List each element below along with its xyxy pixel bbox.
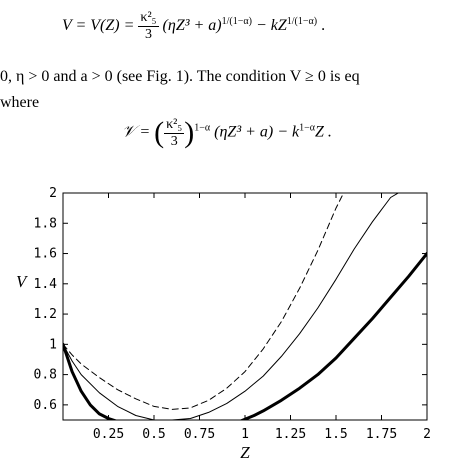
eq1-frac-num: κ²₅ bbox=[140, 10, 157, 25]
eq2-end: Z . bbox=[315, 123, 332, 141]
x-tick-label: 1.5 bbox=[324, 427, 348, 442]
x-axis-label: Z bbox=[240, 443, 250, 460]
y-tick-label: 1.8 bbox=[33, 216, 57, 232]
x-tick-label: 0.5 bbox=[142, 427, 166, 442]
eq2-frac-den: 3 bbox=[170, 133, 178, 149]
x-tick-label: 1.25 bbox=[274, 427, 307, 442]
eq1-mid: (ηZ³ + a) bbox=[162, 17, 222, 35]
x-tick-label: 1.75 bbox=[365, 427, 398, 442]
y-tick-label: 1.4 bbox=[33, 276, 57, 292]
eq1-end: . bbox=[321, 17, 326, 35]
eq1-tail: − kZ bbox=[255, 17, 287, 35]
eq1-exp: 1/(1−α) bbox=[221, 15, 252, 27]
eq2-exp: 1−α bbox=[194, 122, 211, 134]
eq2-close-paren: ) bbox=[184, 116, 195, 149]
x-tick-label: 0.25 bbox=[92, 427, 125, 442]
eq1-tail-exp: 1/(1−α) bbox=[286, 15, 318, 27]
y-tick-label: 1.6 bbox=[33, 246, 57, 262]
eq2-tail-exp: 1−α bbox=[299, 122, 316, 134]
curve-thick-2 bbox=[63, 344, 118, 421]
curve-thin-1 bbox=[63, 190, 403, 420]
body-text-line: where bbox=[0, 94, 40, 111]
x-tick-label: 1 bbox=[241, 427, 249, 442]
body-text-line: 0, η > 0 and a > 0 (see Fig. 1). The condition V ≥ 0 is eq bbox=[0, 68, 360, 85]
y-axis-ticks bbox=[34, 186, 427, 413]
y-axis-label: V bbox=[16, 272, 27, 291]
eq1-lhs: V = V(Z) = bbox=[62, 17, 135, 35]
eq2-lhs: 𝒱 = bbox=[122, 123, 151, 141]
y-tick-label: 0.8 bbox=[33, 367, 57, 383]
eq2-frac-num: κ²₅ bbox=[166, 116, 183, 132]
x-tick-label: 0.75 bbox=[183, 427, 216, 442]
curve-thick-3 bbox=[240, 254, 428, 422]
curve-dashed-0 bbox=[63, 190, 345, 409]
x-axis-ticks bbox=[93, 193, 431, 442]
eq1-frac-den: 3 bbox=[144, 27, 152, 42]
y-tick-label: 2 bbox=[49, 186, 57, 201]
eq2-tail: (ηZ³ + a) − k bbox=[214, 123, 300, 141]
plot-curves bbox=[63, 190, 427, 422]
plot-frame bbox=[63, 193, 427, 420]
x-tick-label: 2 bbox=[423, 427, 431, 442]
y-tick-label: 1.2 bbox=[33, 307, 57, 323]
y-tick-label: 1 bbox=[49, 337, 57, 353]
y-tick-label: 0.6 bbox=[33, 397, 57, 413]
eq2-open-paren: ( bbox=[154, 116, 165, 149]
